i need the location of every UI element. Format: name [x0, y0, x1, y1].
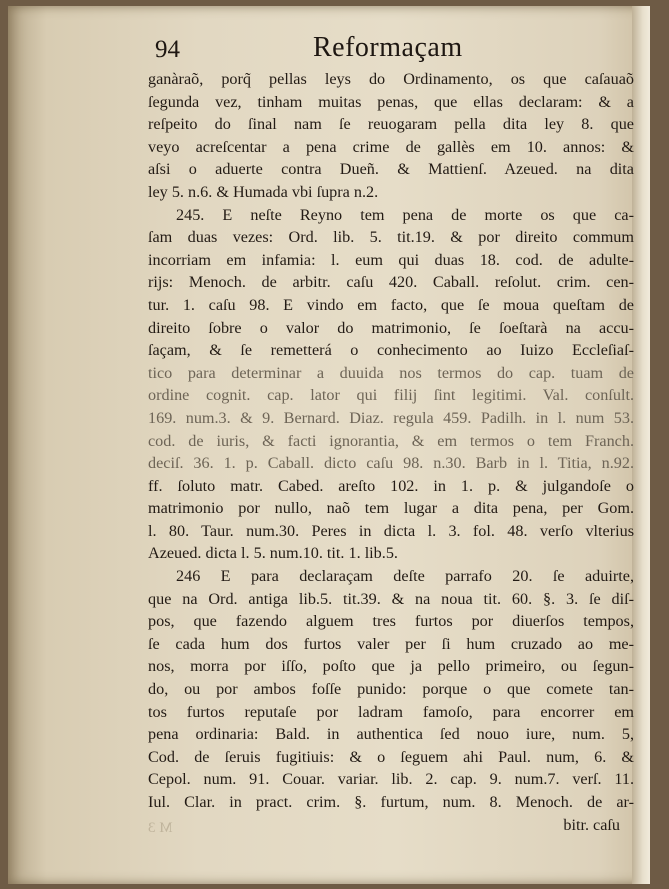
text-line: veyo acreſcentar a pena crime de gallès em 10. annos: &	[148, 137, 634, 156]
text-line: rijs: Menoch. de arbitr. caſu 420. Caball. reſolut. crim. cen-	[148, 273, 634, 292]
text-line: matrimonio por nullo, naõ tem lugar a dita pena, per Gom.	[148, 499, 634, 518]
text-line: incorriam em infamia: l. eum qui duas 18. cod. de adulte-	[148, 250, 634, 269]
running-title: Reformaçam	[313, 32, 463, 63]
text-line: deciſ. 36. 1. p. Caball. dicto caſu 98. n.30. Barb in l. Titia, n.92.	[148, 454, 634, 473]
text-line: Azeued. dicta l. 5. num.10. tit. 1. lib.5.	[148, 544, 398, 563]
text-line: l. 80. Taur. num.30. Peres in dicta l. 3. fol. 48. verſo vlterius	[148, 521, 634, 540]
text-line: direito ſobre o valor do matrimonio, ſe ſoeſtarà na accu-	[148, 318, 634, 337]
bleed-through-signature: M 3	[148, 820, 173, 836]
body-text	[148, 68, 634, 814]
text-line: aſsi o aduerte contra Dueñ. & Mattienſ. Azeued. na dita	[148, 160, 634, 179]
text-line: ordine cognit. cap. lator qui filij ſint legitimi. Val. conſult.	[148, 386, 634, 405]
paragraph-start-246: 246 E para declaraçam deſte parrafo 20. ſe aduirte,	[176, 567, 634, 586]
text-line: reſpeito do ſinal nam ſe reuogaram pella dita ley 8. que	[148, 115, 634, 134]
page-footer	[148, 816, 634, 840]
text-line: Cepol. num. 91. Couar. variar. lib. 2. cap. 9. num.7. verſ. 11.	[148, 770, 634, 789]
text-line: ſam duas vezes: Ord. lib. 5. tit.19. & por direito commum	[148, 228, 634, 247]
text-line: do, ou por ambos foſſe punido: porque o que comete tan-	[148, 680, 634, 699]
text-line: tos furtos reputaſe por ladram famoſo, para encorrer em	[148, 702, 634, 721]
text-line: pos, que fazendo alguem tres furtos por diuerſos tempos,	[148, 612, 634, 631]
text-line: Cod. de ſeruis fugitiuis: & o ſeguem ahi Paul. num, 6. &	[148, 747, 634, 766]
text-line: tur. 1. caſu 98. E vindo em facto, que ſe moua queſtam de	[148, 295, 634, 314]
text-line: cod. de iuris, & facti ignorantia, & em termos o tem Franch.	[148, 431, 634, 450]
text-line: ſaçam, & ſe remetterá o conhecimento ao Iuizo Eccleſiaſ-	[148, 341, 634, 360]
text-line: ff. ſoluto matr. Cabed. areſto 102. in 1. p. & julgandoſe o	[148, 476, 634, 495]
book-page	[8, 6, 650, 884]
paragraph-start-245: 245. E neſte Reyno tem pena de morte os que ca-	[176, 205, 634, 224]
page-edge	[632, 6, 650, 884]
text-line: ley 5. n.6. & Humada vbi ſupra n.2.	[148, 182, 379, 201]
text-line: ſegunda vez, tinham muitas penas, que ellas declaram: & a	[148, 92, 634, 111]
text-line: nos, morra por iſſo, poſto que ja pello primeiro, ou ſegun-	[148, 657, 634, 676]
text-line: ſe cada hum dos furtos valer per ſi hum cruzado ao me-	[148, 634, 634, 653]
text-line: tico para determinar a duuida nos termos do cap. tuam de	[148, 363, 634, 382]
text-line: pena ordinaria: Bald. in authentica ſed nouo iure, num. 5,	[148, 725, 634, 744]
text-line: Iul. Clar. in pract. crim. §. furtum, num. 8. Menoch. de ar-	[148, 793, 634, 811]
page-number: 94	[155, 36, 180, 63]
page-header	[8, 30, 650, 70]
text-line: 169. num.3. & 9. Bernard. Diaz. regula 459. Padilh. in l. num 53.	[148, 408, 634, 427]
text-line: ganàraõ, porq̃ pellas leys do Ordinamento, os que caſauaõ	[148, 70, 634, 88]
catchword: bitr. caſu	[563, 816, 620, 834]
text-line: que na Ord. antiga lib.5. tit.39. & na noua tit. 60. §. 3. ſe diſ-	[148, 589, 634, 608]
